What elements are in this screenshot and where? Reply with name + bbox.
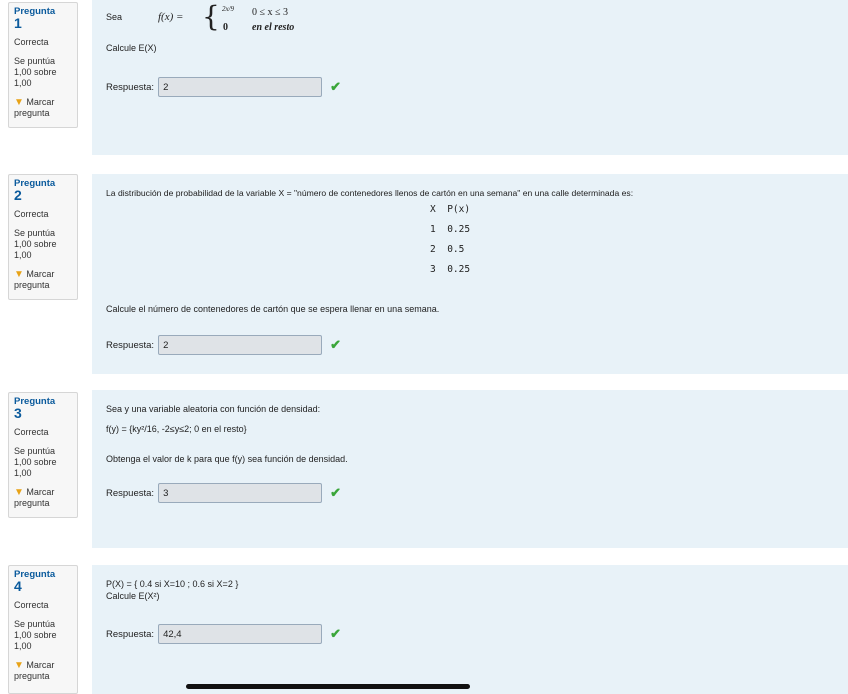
- question-info: [8, 2, 78, 128]
- flag-question-link[interactable]: [14, 269, 73, 291]
- table-cell: 0.5: [447, 244, 465, 255]
- answer-label: Respuesta:: [106, 339, 155, 351]
- question-state: Correcta: [14, 600, 49, 610]
- flag-question-link[interactable]: [14, 97, 73, 119]
- probability-table: [430, 204, 470, 284]
- question-content: [92, 390, 848, 548]
- question-info: [8, 392, 78, 518]
- check-icon: ✔: [330, 337, 341, 352]
- density-function: f(y) = {ky²/16, -2≤y≤2; 0 en el resto}: [106, 424, 247, 434]
- answer-input[interactable]: [158, 624, 322, 644]
- question-label: Pregunta: [14, 178, 56, 189]
- table-header-px: P(x): [447, 204, 471, 215]
- answer-row: [106, 624, 341, 644]
- question-state: Correcta: [14, 427, 49, 437]
- answer-row: [106, 335, 341, 355]
- table-cell: 2: [430, 244, 436, 255]
- answer-input[interactable]: [158, 77, 322, 97]
- flag-label: Marcar pregunta: [14, 660, 55, 681]
- question-content: [92, 565, 848, 694]
- question-label: Pregunta: [14, 569, 56, 580]
- question-grade: Se puntúa 1,00 sobre 1,00: [14, 619, 57, 651]
- question-grade: Se puntúa 1,00 sobre 1,00: [14, 228, 57, 260]
- question-prompt: Calcule E(X²): [106, 591, 160, 601]
- answer-label: Respuesta:: [106, 628, 155, 640]
- table-row: [430, 244, 470, 264]
- flag-icon: ▼: [14, 487, 24, 498]
- question-number: 1: [14, 15, 22, 31]
- question-label: Pregunta: [14, 6, 56, 17]
- question-info: [8, 565, 78, 694]
- function-lhs: f(x) =: [158, 11, 184, 23]
- question-line1: Sea y una variable aleatoria con función de densidad:: [106, 404, 321, 414]
- question-content: [92, 0, 848, 155]
- check-icon: ✔: [330, 626, 341, 641]
- answer-row: [106, 483, 341, 503]
- answer-label: Respuesta:: [106, 487, 155, 499]
- question-state: Correcta: [14, 209, 49, 219]
- flag-icon: ▼: [14, 97, 24, 108]
- answer-label: Respuesta:: [106, 81, 155, 93]
- case1-expr: 2x/9: [222, 5, 235, 13]
- table-header: [430, 204, 470, 224]
- table-header-x: X: [430, 204, 436, 215]
- answer-input[interactable]: [158, 335, 322, 355]
- table-row: [430, 264, 470, 284]
- question-content: [92, 174, 848, 374]
- table-row: [430, 224, 470, 244]
- question-prompt: Obtenga el valor de k para que f(y) sea función de densidad.: [106, 454, 348, 464]
- question-line1: P(X) = { 0.4 si X=10 ; 0.6 si X=2 }: [106, 579, 239, 589]
- answer-row: [106, 77, 341, 97]
- answer-input[interactable]: [158, 483, 322, 503]
- table-cell: 0.25: [447, 264, 471, 275]
- question-prompt: Calcule E(X): [106, 43, 157, 53]
- check-icon: ✔: [330, 79, 341, 94]
- flag-label: Marcar pregunta: [14, 97, 55, 118]
- question-number: 2: [14, 187, 22, 203]
- question-label: Pregunta: [14, 396, 56, 407]
- question-info: [8, 174, 78, 300]
- table-cell: 3: [430, 264, 436, 275]
- flag-icon: ▼: [14, 269, 24, 280]
- question-number: 3: [14, 405, 22, 421]
- question-number: 4: [14, 578, 22, 594]
- table-cell: 1: [430, 224, 436, 235]
- question-prompt: Calcule el número de contenedores de cartón que se espera llenar en una semana.: [106, 304, 440, 314]
- flag-label: Marcar pregunta: [14, 487, 55, 508]
- question-intro: La distribución de probabilidad de la variable X = "número de contenedores llenos de cartón en una semana" en una calle determinada es:: [106, 188, 634, 198]
- case2-expr: 0: [223, 22, 228, 33]
- question-state: Correcta: [14, 37, 49, 47]
- flag-label: Marcar pregunta: [14, 269, 55, 290]
- check-icon: ✔: [330, 485, 341, 500]
- table-cell: 0.25: [447, 224, 471, 235]
- question-grade: Se puntúa 1,00 sobre 1,00: [14, 446, 57, 478]
- case1-condition: 0 ≤ x ≤ 3: [252, 7, 288, 18]
- piecewise-brace: {: [202, 0, 220, 33]
- flag-question-link[interactable]: [14, 660, 73, 682]
- sea-label: Sea: [106, 12, 123, 22]
- flag-question-link[interactable]: [14, 487, 73, 509]
- home-indicator[interactable]: [186, 684, 470, 689]
- question-grade: Se puntúa 1,00 sobre 1,00: [14, 56, 57, 88]
- flag-icon: ▼: [14, 660, 24, 671]
- case2-condition: en el resto: [252, 22, 295, 33]
